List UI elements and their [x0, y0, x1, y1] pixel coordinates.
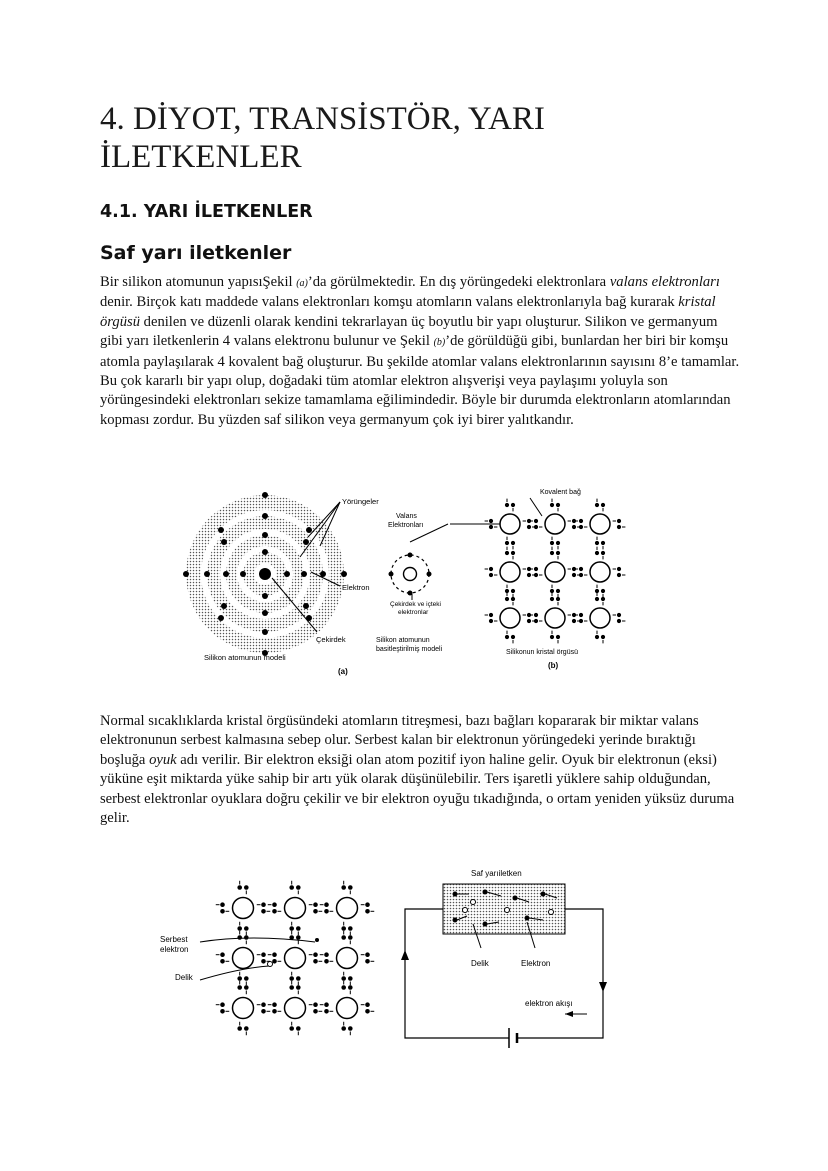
term-hole: oyuk: [149, 751, 177, 768]
caption-a: (a): [338, 667, 348, 676]
semiconductor-circuit: [401, 884, 607, 1048]
figure-ref-a: (a): [296, 278, 308, 289]
section-title: 4.1. YARI İLETKENLER: [100, 202, 313, 222]
chapter-title-line2: İLETKENLER: [100, 139, 302, 175]
caption-crystal-lattice: Silikonun kristal örgüsü: [506, 649, 578, 656]
label-free-electron-1: Serbest: [160, 935, 188, 944]
label-electron-right: Elektron: [521, 959, 551, 968]
p1-text-2: ’da görülmektedir. En dış yörüngedeki elektronlara: [307, 274, 610, 290]
crystal-lattice-illustration: [485, 499, 626, 644]
label-electron-flow: elektron akışı: [525, 999, 573, 1008]
paragraph-silicon-structure: [100, 273, 740, 430]
label-valence-2: Elektronları: [388, 522, 424, 529]
figure-silicon-atom: [180, 482, 640, 687]
atom-model-illustration: [183, 492, 347, 656]
p1-text-3: denir. Birçok katı maddede valans elektronları komşu atomların valans elektronlarıyla bağ kurarak: [100, 294, 679, 311]
label-pure-semiconductor: Saf yarıiletken: [471, 869, 522, 878]
p2-text-1: Normal sıcaklıklarda kristal örgüsündeki atomların titreşmesi, bazı bağları kopararak bir miktar valans elektronunun serbest kalmasına sebep olur. Serbest kalan bir elektronun yörüngedeki yerinde bıraktığı boşluğa: [100, 713, 699, 768]
figure-hole-electron: [155, 862, 625, 1058]
caption-atom-model: Silikon atomunun modeli: [204, 653, 286, 662]
label-core-1: Çekirdek ve içteki: [390, 601, 441, 608]
term-crystal-lattice: kristal örgüsü: [100, 294, 716, 330]
subsection-title: Saf yarı iletkenler: [100, 242, 292, 264]
p1-text-5: ’de görüldüğü gibi, bunlardan her biri bir komşu atomla paylaşılarak 4 kovalent bağ oluşturur. Bu şekilde atomlar valans elektronlarının sayısını 8’e tamamlar. Bu çok kararlı bir yapı olup, doğadaki tüm atomlar elektron alışverişi veya paylaşımı yoluyla son yörüngesindeki elektronları sekize tamamlama eğilimindedir. Böyle bir durumda elektronların atomlarından kopması zordur. Bu yüzden saf silikon veya germanyum çok iyi birer yalıtkandır.: [100, 333, 740, 428]
lattice-with-free-electron: [216, 881, 374, 1035]
label-hole: Delik: [471, 959, 489, 968]
caption-simplified-1: Silikon atomunun: [376, 637, 430, 644]
label-orbits: Yörüngeler: [342, 497, 379, 506]
figure-ref-b: (b): [433, 337, 446, 349]
label-valence-1: Valans: [396, 513, 417, 520]
p2-text-2: adı verilir. Bir elektron eksiği olan atom pozitif iyon haline gelir. Oyuk bir elektronun (eksi) yüküne eşit miktarda yüke sahip bir artı yük olarak düşünülebilir. Ters işaretli yüklere sahip olduğundan, serbest elektronlar oyuklara doğru çekilir ve bir elektron oyuğu tıkadığında, o ortam yeniden yüksüz duruma gelir.: [100, 751, 735, 827]
caption-b: (b): [548, 661, 559, 670]
simplified-model-illustration: [389, 524, 501, 600]
paragraph-holes: [100, 712, 740, 828]
label-core-2: elektronlar: [398, 609, 429, 616]
label-covalent-bond: Kovalent bağ: [540, 489, 581, 496]
p1-text-1: Bir silikon atomunun yapısıŞekil: [100, 274, 297, 290]
label-hole-left: Delik: [175, 973, 193, 982]
label-nucleus: Çekirdek: [316, 635, 346, 644]
term-valence-electrons: valans elektronları: [609, 274, 720, 290]
label-electron: Elektron: [342, 583, 370, 592]
p1-text-4: denilen ve düzenli olarak kendini tekrarlayan üç boyutlu bir yapı oluşturur. Silikon ve germanyum gibi yarı iletkenlerin 4 valans elektronu bulunur ve Şekil: [100, 313, 718, 350]
label-free-electron-2: elektron: [160, 945, 189, 954]
chapter-title: [100, 100, 740, 176]
caption-simplified-2: basitleştirilmiş modeli: [376, 646, 443, 653]
chapter-title-line1: 4. DİYOT, TRANSİSTÖR, YARI: [100, 101, 545, 137]
